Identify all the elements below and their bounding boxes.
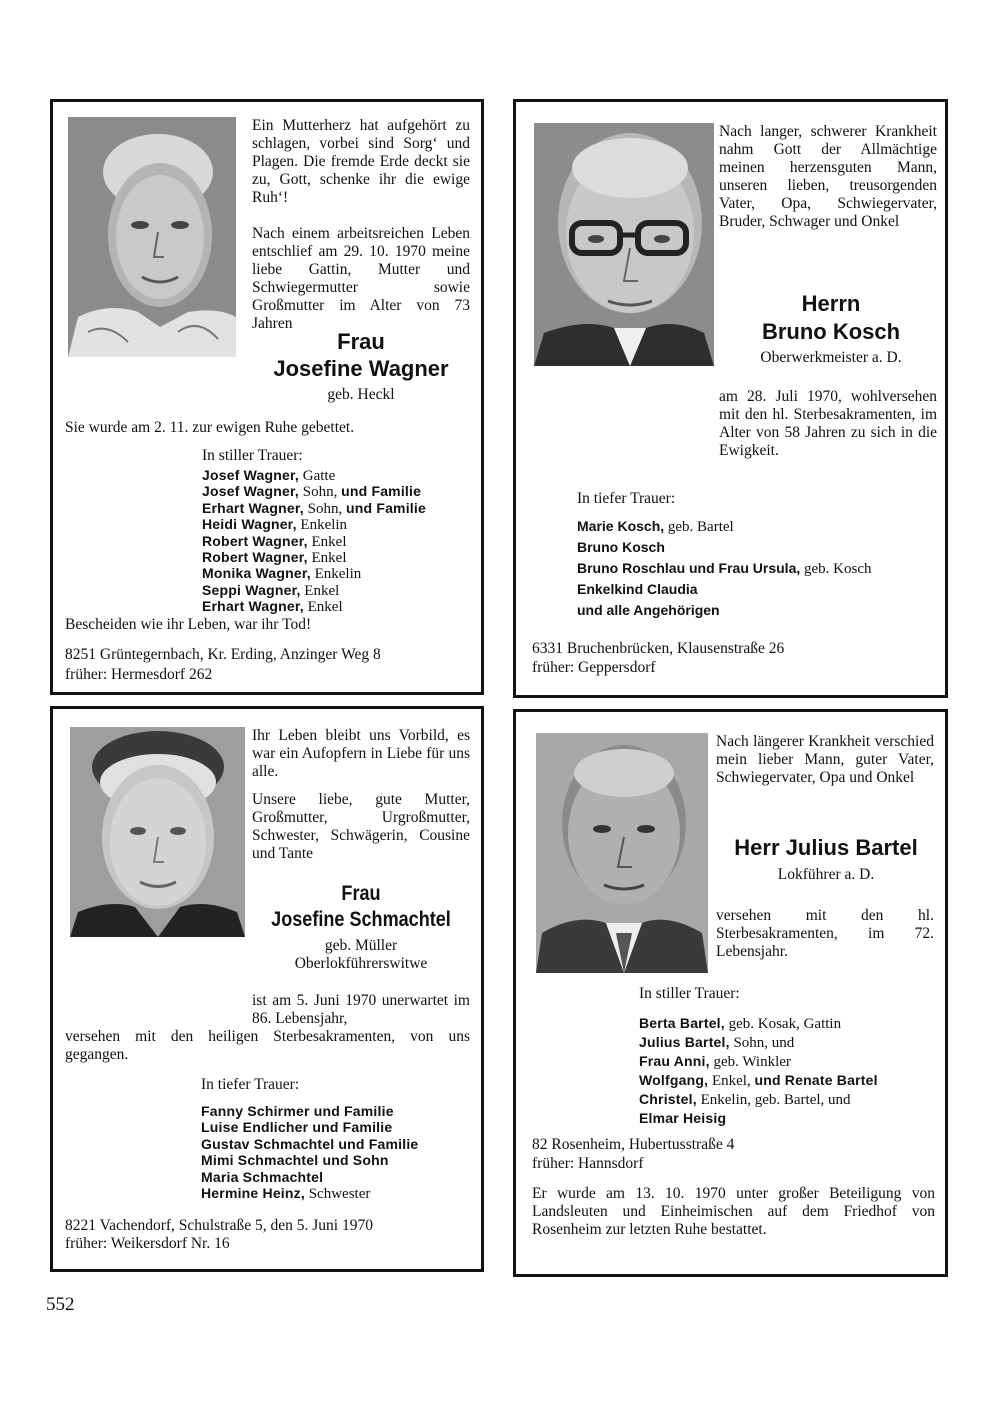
mourning-label: In tiefer Trauer: [577, 490, 676, 507]
family-member: Julius Bartel, Sohn, und [639, 1034, 795, 1051]
death-text-part2: versehen mit den heiligen Sterbesakramenten, von uns gegangen. [65, 1028, 470, 1063]
former-address: früher: Weikersdorf Nr. 16 [65, 1235, 230, 1252]
deceased-name: Josefine Wagner [273, 356, 449, 381]
mourning-label: In stiller Trauer: [639, 985, 740, 1002]
former-address: früher: Geppersdorf [532, 659, 656, 676]
family-member: Josef Wagner, Sohn, und Familie [202, 483, 422, 501]
intro-text: Nach längerer Krankheit verschied mein lieber Mann, guter Vater, Schwiegervater, Opa und Onkel [716, 733, 934, 786]
obituary-bruno-kosch [513, 99, 948, 698]
family-list [202, 468, 482, 616]
deceased-name: Josefine Schmachtel [271, 908, 451, 931]
family-member: Mimi Schmachtel und Sohn [201, 1152, 389, 1169]
family-member: Frau Anni, geb. Winkler [639, 1053, 791, 1070]
death-text-part1: ist am 5. Juni 1970 unerwartet im 86. Lebensjahr, [252, 992, 470, 1027]
family-member: Marie Kosch, geb. Bartel [577, 518, 734, 535]
address: 6331 Bruchenbrücken, Klausenstraße 26 [532, 640, 785, 657]
obituary-julius-bartel [513, 709, 948, 1277]
family-list [201, 1104, 481, 1202]
portrait-photo-josefine-wagner [68, 117, 236, 357]
burial-text: Sie wurde am 2. 11. zur ewigen Ruhe gebettet. [65, 419, 355, 436]
former-address: früher: Hannsdorf [532, 1155, 644, 1172]
page-number: 552 [46, 1294, 75, 1315]
family-member: Wolfgang, Enkel, und Renate Bartel [639, 1072, 878, 1089]
family-member: und alle Angehörigen [577, 602, 720, 618]
family-member: Monika Wagner, Enkelin [202, 565, 362, 583]
intro-text: Unsere liebe, gute Mutter, Großmutter, Urgroßmutter, Schwester, Schwägerin, Cousine und Tante [252, 791, 470, 862]
family-list [639, 1014, 939, 1128]
occupation: Lokführer a. D. [777, 866, 875, 883]
family-member: Hermine Heinz, Schwester [201, 1185, 371, 1203]
family-member: Erhart Wagner, Enkel [202, 598, 343, 616]
family-member: Heidi Wagner, Enkelin [202, 516, 348, 534]
family-member: Robert Wagner, Enkel [202, 549, 347, 567]
intro-text: Nach einem arbeitsreichen Leben entschlief am 29. 10. 1970 meine liebe Gattin, Mutter und Schwiegermutter sowie Großmutter im Alter von 73 Jahren [252, 225, 470, 332]
death-text: am 28. Juli 1970, wohlversehen mit den hl. Sterbesakramenten, im Alter von 58 Jahren zu sich in die Ewigkeit. [719, 388, 937, 459]
address: 82 Rosenheim, Hubertusstraße 4 [532, 1136, 735, 1153]
mourning-label: In tiefer Trauer: [201, 1076, 300, 1093]
death-text: versehen mit den hl. Sterbesakramenten, im 72. Lebensjahr. [716, 907, 934, 960]
title-prefix: Herrn [801, 291, 861, 316]
birth-name: geb. Müller [324, 937, 398, 954]
occupation: Oberlokführerswitwe [294, 955, 428, 972]
family-member: Josef Wagner, Gatte [202, 467, 336, 484]
intro-text: Nach langer, schwerer Krankheit nahm Gott der Allmächtige meinen herzensguten Mann, unseren lieben, treusorgenden Vater, Opa, Schwiegervater, Bruder, Schwager und Onkel [719, 123, 937, 230]
family-member: Luise Endlicher und Familie [201, 1119, 393, 1136]
title-prefix: Frau [337, 329, 385, 354]
family-member: Bruno Roschlau und Frau Ursula, geb. Kosch [577, 560, 872, 577]
former-address: früher: Hermesdorf 262 [65, 666, 213, 683]
verse-text: Ihr Leben bleibt uns Vorbild, es war ein Aufopfern in Liebe für uns alle. [252, 727, 470, 780]
family-member: Robert Wagner, Enkel [202, 532, 347, 550]
address: 8221 Vachendorf, Schulstraße 5, den 5. Juni 1970 [65, 1217, 373, 1234]
occupation: Oberwerkmeister a. D. [760, 349, 902, 366]
obituary-josefine-schmachtel [50, 706, 484, 1272]
family-member: Seppi Wagner, Enkel [202, 581, 340, 599]
family-member: Bruno Kosch [577, 539, 665, 555]
mourning-label: In stiller Trauer: [202, 447, 303, 464]
family-member: Erhart Wagner, Sohn, und Familie [202, 499, 426, 517]
portrait-photo-bruno-kosch [534, 123, 714, 366]
family-list [577, 516, 947, 621]
deceased-name: Herr Julius Bartel [734, 835, 918, 860]
address: 8251 Grüntegernbach, Kr. Erding, Anzinger Weg 8 [65, 646, 381, 663]
family-member: Christel, Enkelin, geb. Bartel, und [639, 1091, 851, 1108]
family-member: Berta Bartel, geb. Kosak, Gattin [639, 1015, 842, 1032]
closing-text: Bescheiden wie ihr Leben, war ihr Tod! [65, 616, 312, 633]
verse-text: Ein Mutterherz hat aufgehört zu schlagen, vorbei sind Sorg‘ und Plagen. Die fremde Erde deckt sie zu, Gott, schenke ihr die ewige Ruh‘! [252, 117, 470, 206]
family-member: Elmar Heisig [639, 1110, 727, 1126]
obituary-josefine-wagner [50, 99, 484, 695]
family-member: Fanny Schirmer und Familie [201, 1103, 394, 1119]
birth-name: geb. Heckl [327, 386, 395, 403]
family-member: Maria Schmachtel [201, 1168, 324, 1185]
portrait-photo-josefine-schmachtel [70, 727, 245, 937]
burial-text: Er wurde am 13. 10. 1970 unter großer Beteiligung von Landsleuten und Einheimischen auf dem Friedhof von Rosenheim zur letzten Ruhe bestattet. [532, 1185, 935, 1238]
portrait-photo-julius-bartel [536, 733, 708, 973]
deceased-name: Bruno Kosch [761, 319, 901, 344]
family-member: Enkelkind Claudia [577, 581, 698, 597]
title-prefix: Frau [341, 882, 381, 905]
family-member: Gustav Schmachtel und Familie [201, 1135, 419, 1152]
